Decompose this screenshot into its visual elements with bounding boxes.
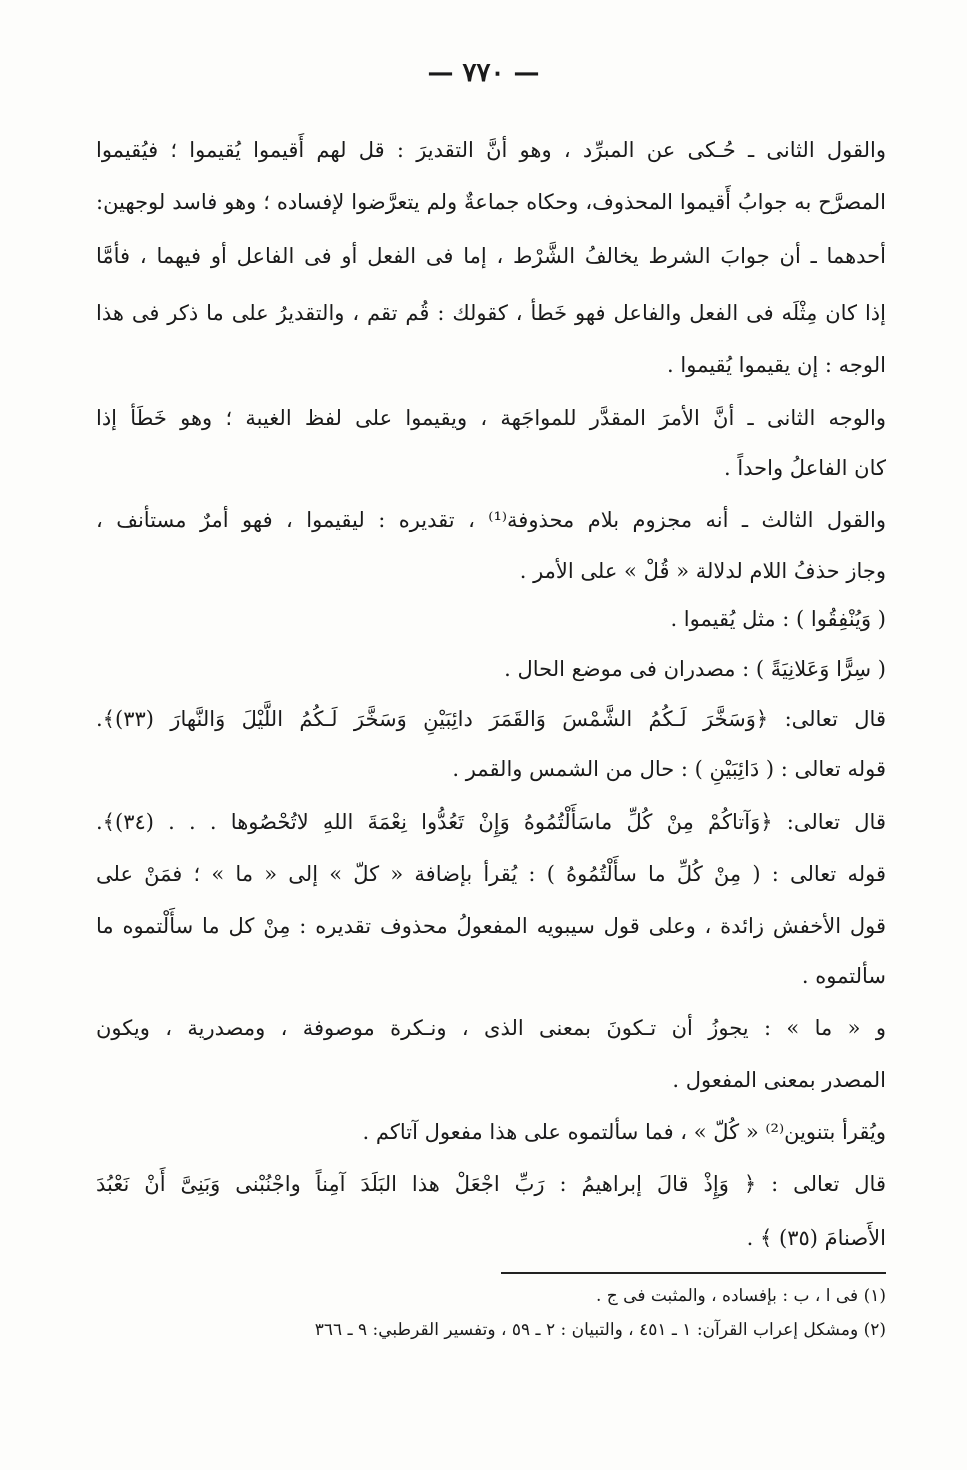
page-number: — ٧٧٠ — (427, 58, 540, 88)
text-line-22: الأَصنامَ (٣٥) ﴾ . (746, 1226, 886, 1250)
text-line-19: المصدر بمعنى المفعول . (672, 1068, 886, 1092)
text-line-16: قول الأخفش زائدة ، وعلى قول سيبويه المفعولُ محذوف تقديره : مِنْ كل ما سأَلْتموه ما (96, 914, 886, 938)
text-line-18: و « ما » : يجوزُ أن تـكونَ بمعنى الذى ، ونـكرة موصوفة ، ومصدرية ، ويكون (96, 1016, 886, 1040)
text-line-13: قوله تعالى : ( دَائِبَيْنِ ) : حال من الشمس والقمر . (452, 757, 886, 781)
text-line-21: قال تعالى : ﴿ وَإِذْ قالَ إبراهيمُ : رَبِّ اجْعَلْ هذا البَلَدَ آمِناً واجْنُبْنى وَبَنِىَّ أَنْ نَعْبُدَ (96, 1172, 886, 1196)
text-line-20: ويُقرأ بتنوين⁽²⁾ « كُلّ » ، فما سألتموه على هذا مفعول آتاكم . (362, 1120, 886, 1144)
text-line-3: أحدهما ـ أن جوابَ الشرط يخالفُ الشَّرْط ، إما فى الفعل أو فى الفاعل أو فيهما ، فأمَّا (96, 244, 886, 268)
text-line-6: والوجه الثانى ـ أنَّ الأمرَ المقدَّر للمواجَهة ، ويقيموا على لفظ الغيبة ؛ وهو خَطَأ إذا (96, 406, 886, 430)
text-line-8: والقول الثالث ـ أنه مجزوم بلام محذوفة⁽¹⁾ ، تقديره : ليقيموا ، فهو أمرٌ مستأنف ، (96, 508, 886, 532)
text-line-9: وجاز حذفُ اللام لدلالة « قُلْ » على الأمر . (519, 559, 886, 583)
text-line-2: المصرَّح به جوابُ أَقيموا المحذوف، وحكاه جماعةٌ ولم يتعرَّضوا لإفساده ؛ وهو فاسد لوجهين: (96, 190, 886, 214)
text-line-4: إذا كان مِثْلَه فى الفعل والفاعل فهو خَطأ ، كقولك : قُم تقم ، والتقديرُ على ما ذكر فى هذا (96, 301, 886, 325)
footnote-1: (١) فى ا ، ب : بإفساده ، والمثبت فى ج . (595, 1286, 886, 1306)
text-line-17: سألتموه . (801, 964, 886, 988)
text-line-14: قال تعالى: ﴿وَآتاكُمْ مِنْ كُلِّ ماسَأَلْتُمُوهُ وَإِنْ تَعُدُّوا نِعْمَةَ اللهِ لاتُحْصُوها . . . (٣٤)﴾. (96, 810, 886, 834)
footnote-2: (٢) ومشكل إعراب القرآن: ١ ـ ٤٥١ ، والتبيان : ٢ ـ ٥٩ ، وتفسير القرطبي: ٩ ـ ٣٦٦ (314, 1320, 886, 1340)
text-line-12: قال تعالى: ﴿وَسَخَّرَ لَـكُمُ الشَّمْسَ وَالقَمَرَ دائِبَيْنِ وَسَخَّرَ لَـكُمُ اللَّيْلَ وَالنَّهارَ (٣٣)﴾. (96, 707, 886, 731)
text-line-7: كان الفاعلُ واحداً . (723, 456, 886, 480)
footnote-divider (501, 1272, 886, 1274)
text-line-1: والقول الثانى ـ حُـكى عن المبرِّد ، وهو أنَّ التقديرَ : قل لهم أَقيموا يُقيموا ؛ فيُقيموا (96, 138, 886, 162)
text-line-5: الوجه : إن يقيموا يُقيموا . (667, 353, 886, 377)
footnote-area (96, 0, 886, 1470)
text-line-11: ( سِرًّا وَعَلانِيَةً ) : مصدران فى موضع الحال . (504, 657, 886, 681)
text-line-10: ( وَيُنْفِقُوا ) : مثل يُقيموا . (670, 607, 886, 631)
text-line-15: قوله تعالى : ( مِنْ كُلِّ ما سأَلْتُمُوهُ ) : يُقرأ بإضافة « كلّ » إلى « ما » ؛ فمَنْ على (96, 862, 886, 886)
